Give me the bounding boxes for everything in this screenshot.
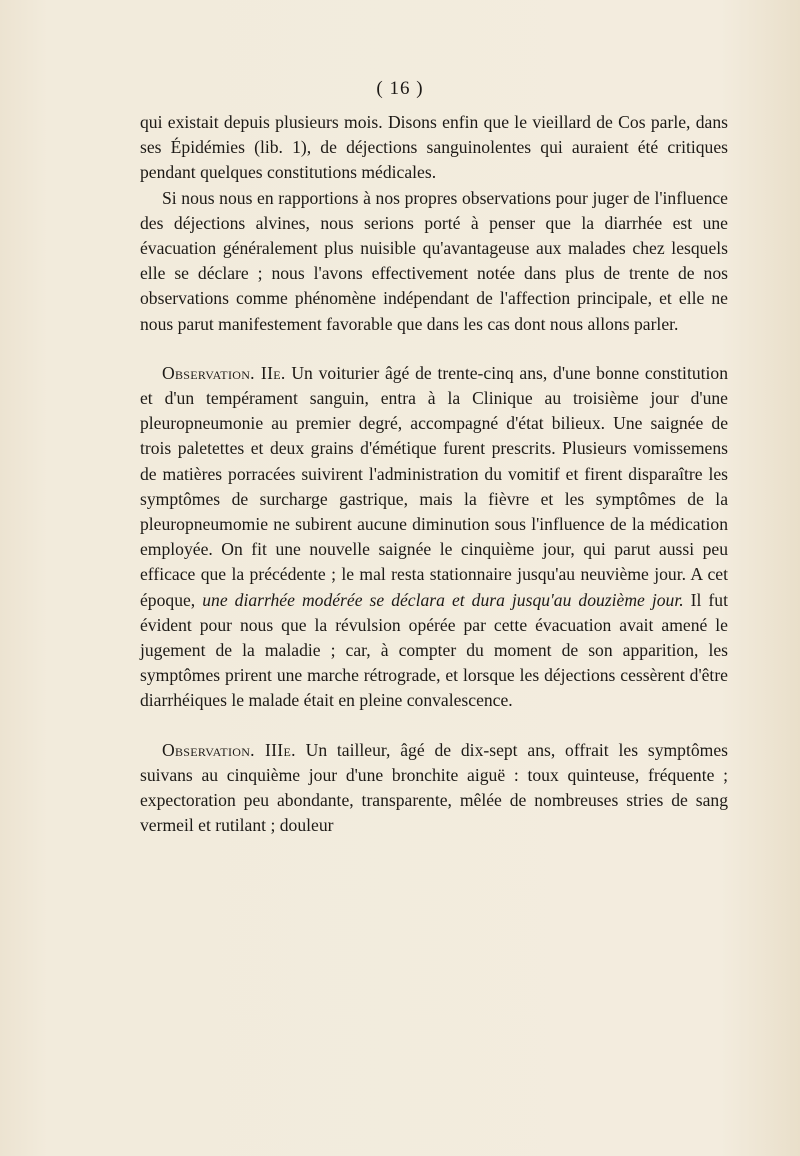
page-body [140, 110, 728, 838]
observation-3-text: Un tailleur, âgé de dix-sept ans, offrait les symptômes suivans au cinquième jour d'une bronchite aiguë : toux quinteuse, fréquente ; expectoration peu abondante, transparente, mêlée de nombreuses stries de sang vermeil et rutilant ; douleur [140, 739, 728, 836]
observation-2-text-before: Un voiturier âgé de trente-cinq ans, d'une bonne constitution et d'un tempérament sanguin, entra à la Clinique au troisième jour d'une pleuropneumonie au premier degré, accompagné d'état bilieux. Une saignée de trois paletettes et deux grains d'émétique furent prescrits. Plusieurs vomissemens de matières porracées suivirent l'administration du vomitif et firent disparaître les symptômes de surcharge gastrique, mais la fièvre et les symptômes de la pleuropneumomie ne subirent aucune diminution sous l'influence de la médication employée. On fit une nouvelle saignée le cinquième jour, qui parut aussi peu efficace que la précédente ; le mal resta stationnaire jusqu'au neuvième jour. A cet époque, [140, 362, 728, 610]
observation-2-heading: Observation. IIe. [162, 362, 286, 383]
page-number: ( 16 ) [376, 78, 424, 99]
observation-2 [140, 361, 728, 714]
paragraph-2: Si nous nous en rapportions à nos propres observations pour juger de l'influence des déjections alvines, nous serions porté à penser que la diarrhée est une évacuation généralement plus nuisible qu'avantageuse aux malades chez lesquels elle se déclare ; nous l'avons effectivement notée dans plus de trente de nos observations comme phénomène indépendant de l'affection principale, et elle ne nous parut manifestement favorable que dans les cas dont nous allons parler. [140, 187, 728, 334]
observation-2-italic-text: une diarrhée modérée se déclara et dura jusqu'au douzième jour. [202, 589, 684, 610]
observation-2-text-after: Il fut évident pour nous que la révulsion opérée par cette évacuation avait amené le jugement de la maladie ; car, à compter du moment de son apparition, les symptômes prirent une marche rétrograde, et lorsque les déjections cessèrent d'être diarrhéiques le malade était en pleine convalescence. [140, 589, 728, 711]
observation-3 [140, 738, 728, 839]
observation-3-heading: Observation. IIIe. [162, 739, 296, 760]
paragraph-1: qui existait depuis plusieurs mois. Disons enfin que le vieillard de Cos parle, dans ses Épidémies (lib. 1), de déjections sanguinolentes qui auraient été critiques pendant quelques constitutions médicales. [140, 112, 728, 183]
